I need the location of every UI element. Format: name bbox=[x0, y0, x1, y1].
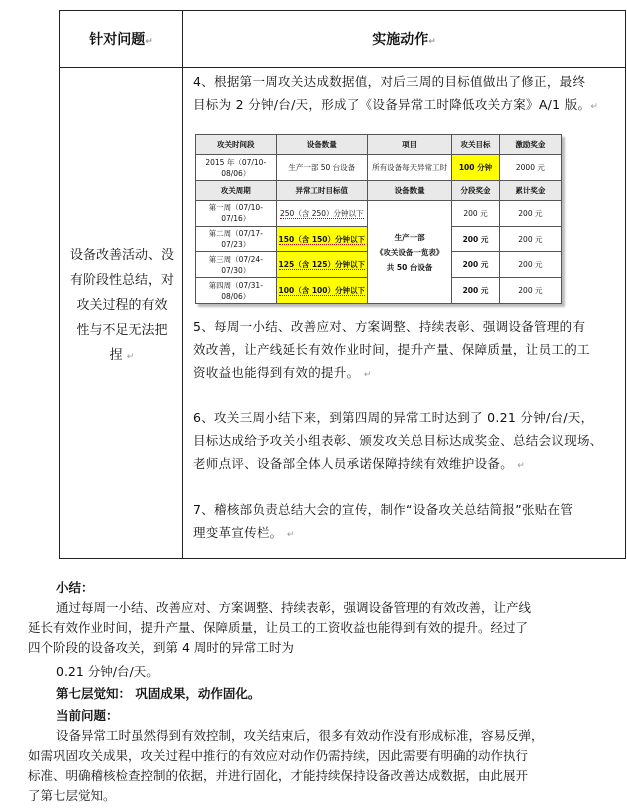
cell: 累计奖金 bbox=[499, 180, 561, 200]
cell: 所有设备每天异常工时 bbox=[368, 155, 452, 181]
cell: 设备数量 bbox=[368, 180, 452, 200]
cell: 设备数量 bbox=[276, 135, 368, 155]
summary-title: 小结： bbox=[56, 580, 94, 595]
main-table bbox=[59, 10, 626, 559]
cell: 攻关周期 bbox=[196, 180, 277, 200]
section7-title: 第七层觉知： 巩固成果，动作固化。 bbox=[56, 686, 261, 701]
cell: 激励奖金 bbox=[499, 135, 561, 155]
issue-text: 设备异常工时虽然得到有效控制，攻关结束后，很多有效动作没有形成标准，容易反弹， bbox=[56, 728, 544, 743]
cell: 分段奖金 bbox=[452, 180, 500, 200]
cell: 2015 年（07/10-08/06） bbox=[196, 155, 277, 181]
table-row: 第二周（07/17-07/23） 150（含 150）分钟以下 200 元 200 元 bbox=[196, 226, 562, 252]
action-item-4: 4、根据第一周攻关达成数据值，对后三周的目标值做出了修正，最终 目标为 2 分钟/台/天，形成了《设备异常工时降低攻关方案》A/1 版。↵ bbox=[193, 74, 599, 112]
header-issue: 针对问题↵ bbox=[89, 32, 153, 48]
device-cell: 生产一部 《攻关设备一览表》 共 50 台设备 bbox=[368, 201, 452, 304]
summary-value: 0.21 分钟/台/天。 bbox=[56, 664, 159, 679]
cell: 攻关时间段 bbox=[196, 135, 277, 155]
summary-text: 通过每周一小结、改善应对、方案调整、持续表彰，强调设备管理的有效改善，让产线 bbox=[56, 600, 532, 615]
action-item-7: 7、稽核部负责总结大会的宣传，制作“设备攻关总结简报”张贴在管 理变革宣传栏。 ↵ bbox=[193, 502, 574, 540]
cell: 生产一部 50 台设备 bbox=[276, 155, 368, 181]
table-row: 第一周（07/10-07/16） 250（含 250）分钟以下 生产一部 《攻关设备一览表》 共 50 台设备 200 元 200 元 bbox=[196, 201, 562, 227]
cell: 2000 元 bbox=[499, 155, 561, 181]
action-item-5: 5、每周一小结、改善应对、方案调整、持续表彰、强调设备管理的有 效改善，让产线延长有效作业时间，提升产量、保障质量，让员工的工 资收益也能得到有效的提升。 ↵ bbox=[193, 319, 590, 380]
issue-text-cont: 如需巩固攻关成果，攻关过程中推行的有效应对动作仍需持续，因此需要有明确的动作执行 标准、明确稽核检查控制的依据，并进行固化，才能持续保持设备改善达成数据，由此展开 了第七层觉知。 bbox=[28, 748, 529, 803]
cell: 项目 bbox=[368, 135, 452, 155]
cell: 异常工时目标值 bbox=[276, 180, 368, 200]
cell: 100 分钟 bbox=[452, 155, 500, 181]
column-divider bbox=[182, 11, 183, 558]
issue-title: 当前问题： bbox=[56, 708, 119, 723]
bonus-table bbox=[195, 134, 562, 304]
cell: 攻关目标 bbox=[452, 135, 500, 155]
summary-text-cont: 延长有效作业时间，提升产量、保障质量，让员工的工资收益也能得到有效的提升。经过了 四个阶段的设备攻关，到第 4 周时的异常工时为 bbox=[28, 620, 529, 655]
header-action: 实施动作↵ bbox=[372, 32, 436, 48]
table-row: 第四周（07/31-08/06） 100（含 100）分钟以下 200 元 200 元 bbox=[196, 278, 562, 304]
table-row: 第三周（07/24-07/30） 125（含 125）分钟以下 200 元 200 元 bbox=[196, 252, 562, 278]
issue-cell: 设备改善活动、没 有阶段性总结，对 攻关过程的有效 性与不足无法把 捏 ↵ bbox=[69, 248, 174, 363]
action-item-6: 6、攻关三周小结下来，到第四周的异常工时达到了 0.21 分钟/台/天， 目标达成给予攻关小组表彰、颁发攻关总目标达成奖金、总结会议现场、 老师点评、设备部全体人员承诺保障持续有效维护设备。 ↵ bbox=[193, 410, 603, 471]
